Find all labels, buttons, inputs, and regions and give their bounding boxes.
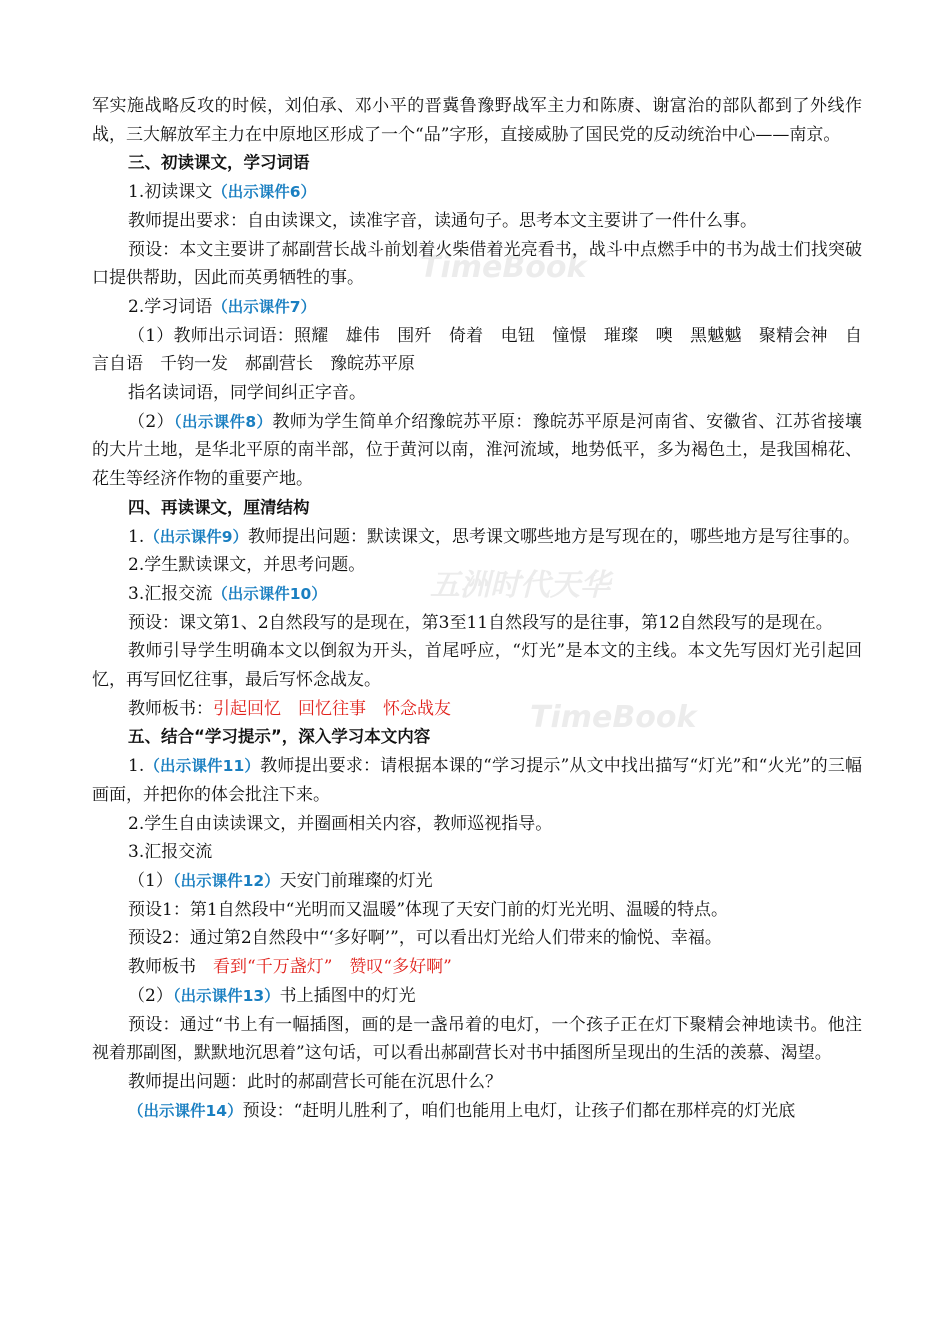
paragraph (92, 838, 862, 867)
courseware-label: （出示课件9） (144, 527, 249, 546)
courseware-label: （出示课件11） (144, 757, 261, 776)
paragraph (92, 637, 862, 694)
text-run: 五、结合“学习提示”，深入学习本文内容 (128, 727, 431, 747)
text-run: 教师为学生简单介绍豫皖苏平原：豫皖苏平原是河南省、安徽省、江苏省接壤的大片土地，是华北平原的南半部，位于黄河以南，淮河流域，地势低平，多为褐色土，是我国棉花、花生等经济作物的重要产地。 (92, 411, 862, 490)
paragraph (92, 924, 862, 953)
text-run: 教师提出要求：请根据本课的“学习提示”从文中找出描写“灯光”和“火光”的三幅画面，并把你的体会批注下来。 (92, 756, 862, 805)
courseware-label: （出示课件6） (212, 183, 317, 202)
courseware-label: （出示课件7） (212, 297, 317, 316)
paragraph (92, 1097, 862, 1126)
watermark-1: TimeBook (420, 250, 587, 285)
watermark-3: TimeBook (530, 700, 697, 735)
courseware-label: （出示课件8） (173, 412, 273, 431)
paragraph (92, 609, 862, 638)
text-run: 预设2：通过第2自然段中“‘多好啊’”，可以看出灯光给人们带来的愉悦、幸福。 (128, 928, 722, 949)
text-run: （2） (128, 985, 173, 1006)
paragraph (92, 896, 862, 925)
text-run: 教师板书： (128, 698, 213, 719)
text-run: 2.学生自由读读课文，并圈画相关内容，教师巡视指导。 (128, 813, 553, 834)
courseware-label: （出示课件13） (172, 986, 280, 1005)
board-text (281, 699, 298, 719)
courseware-label: （出示课件12） (172, 871, 280, 890)
paragraph (92, 1068, 862, 1097)
paragraph (92, 982, 862, 1011)
board-text: 怀念战友 (383, 698, 451, 719)
text-run: （2） (128, 411, 174, 432)
paragraph (92, 408, 862, 494)
paragraph (92, 92, 862, 149)
text-run: 3.汇报交流 (128, 842, 213, 863)
text-run: 预设1：第1自然段中“光明而又温暖”体现了天安门前的灯光光明、温暖的特点。 (128, 899, 729, 920)
text-run: 预设：通过“书上有一幅插图，画的是一盏吊着的电灯，一个孩子正在灯下聚精会神地读书。他注视着那副图，默默地沉思着”这句话，可以看出郝副营长对书中插图所呈现出的生活的羡慕、渴望。 (92, 1014, 862, 1064)
text-run: 预设：“赶明儿胜利了，咱们也能用上电灯，让孩子们都在那样亮的灯光底 (242, 1100, 796, 1121)
paragraph (92, 752, 862, 809)
text-run: 教师引导学生明确本文以倒叙为开头，首尾呼应，“灯光”是本文的主线。本文先写因灯光引起回忆，再写回忆往事，最后写怀念战友。 (92, 641, 862, 691)
board-text: 引起回忆 (213, 698, 281, 719)
text-run: 1. (128, 756, 145, 777)
paragraph (92, 695, 862, 724)
text-run: 天安门前璀璨的灯光 (279, 870, 433, 891)
board-text (366, 699, 383, 719)
section-heading (92, 723, 862, 752)
text-run: 教师提出要求：自由读课文，读准字音，读通句子。思考本文主要讲了一件什么事。 (128, 210, 757, 231)
text-run: 3.汇报交流 (128, 583, 213, 604)
text-run: 军实施战略反攻的时候，刘伯承、邓小平的晋冀鲁豫野战军主力和陈赓、谢富治的部队都到了外线作战，三大解放军主力在中原地区形成了一个“品”字形，直接威胁了国民党的反动统治中心——南京。 (92, 96, 862, 145)
paragraph (92, 207, 862, 236)
paragraph (92, 810, 862, 839)
board-text: 回忆往事 (298, 698, 366, 719)
paragraph (92, 580, 862, 609)
text-run: 预设：课文第1、2自然段写的是现在，第3至11自然段写的是往事，第12自然段写的是现在。 (128, 612, 833, 633)
board-text: 看到“千万盏灯” (213, 957, 333, 978)
text-run: 2.学生默读课文，并思考问题。 (128, 555, 366, 576)
text-run: 教师板书 (128, 957, 213, 978)
paragraph (92, 379, 862, 408)
text-run: 教师提出问题：默读课文，思考课文哪些地方是写现在的，哪些地方是写往事的。 (248, 526, 861, 547)
paragraph (92, 523, 862, 552)
courseware-label: （出示课件10） (212, 584, 327, 603)
section-heading (92, 149, 862, 178)
courseware-label: （出示课件14） (128, 1101, 243, 1120)
text-run: 指名读词语，同学间纠正字音。 (128, 383, 366, 404)
paragraph (92, 236, 862, 293)
paragraph (92, 322, 862, 379)
text-run: 书上插图中的灯光 (279, 985, 416, 1006)
board-text: 赞叹“多好啊” (349, 957, 452, 978)
paragraph (92, 867, 862, 896)
text-run: 四、再读课文，厘清结构 (128, 497, 310, 517)
paragraph (92, 178, 862, 207)
watermark-2: 五洲时代天华 (430, 568, 610, 603)
section-heading (92, 494, 862, 523)
text-run: （1）教师出示词语：照耀 雄伟 围歼 倚着 电钮 憧憬 璀璨 噢 黑魆魆 聚精会神 自言自语 千钧一发 郝副营长 豫皖苏平原 (92, 325, 862, 375)
text-run: 三、初读课文，学习词语 (128, 153, 310, 173)
paragraph (92, 1011, 862, 1068)
board-text (332, 957, 349, 977)
text-run: 预设：本文主要讲了郝副营长战斗前划着火柴借着光亮看书，战斗中点燃手中的书为战士们找突破口提供帮助，因此而英勇牺牲的事。 (92, 239, 862, 289)
paragraph (92, 953, 862, 982)
text-run: 2.学习词语 (128, 296, 213, 317)
text-run: 1.初读课文 (128, 182, 213, 203)
document-body (92, 92, 862, 1125)
text-run: 教师提出问题：此时的郝副营长可能在沉思什么？ (128, 1071, 502, 1092)
paragraph (92, 551, 862, 580)
text-run: 1. (128, 526, 145, 547)
text-run: （1） (128, 870, 173, 891)
paragraph (92, 293, 862, 322)
